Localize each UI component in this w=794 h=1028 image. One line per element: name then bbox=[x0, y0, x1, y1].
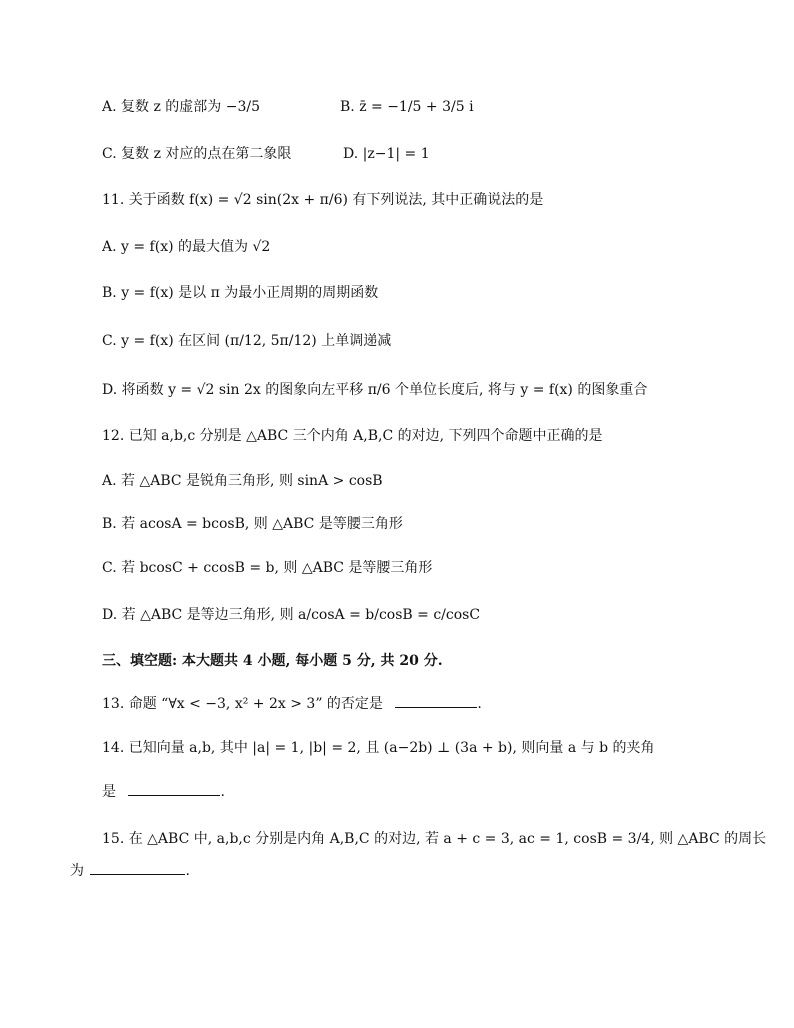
q11-stem: 11. 关于函数 f(x) = √2 sin(2x + π/6) 有下列说法, 其中正确说法的是 bbox=[102, 192, 544, 208]
q14-line1: 14. 已知向量 a,b, 其中 |a| = 1, |b| = 2, 且 (a−2b) ⊥ (3a + b), 则向量 a 与 b 的夹角 bbox=[102, 740, 655, 756]
q13-text: 13. 命题 “∀x < −3, x² + 2x > 3” 的否定是 bbox=[102, 696, 383, 712]
q12-option-c: C. 若 bcosC + ccosB = b, 则 △ABC 是等腰三角形 bbox=[102, 560, 433, 576]
q13-period: . bbox=[477, 696, 482, 712]
q15-answer-blank[interactable] bbox=[90, 862, 185, 875]
q12-option-b: B. 若 acosA = bcosB, 则 △ABC 是等腰三角形 bbox=[102, 516, 403, 532]
q13-answer-blank[interactable] bbox=[395, 695, 477, 708]
q10-option-d: D. |z−1| = 1 bbox=[343, 146, 430, 162]
q12-stem: 12. 已知 a,b,c 分别是 △ABC 三个内角 A,B,C 的对边, 下列四个命题中正确的是 bbox=[102, 428, 603, 444]
q15-line2-text: 为 bbox=[70, 863, 84, 879]
q14-answer-blank[interactable] bbox=[128, 783, 220, 796]
q12-option-d: D. 若 △ABC 是等边三角形, 则 a/cosA = b/cosB = c/cosC bbox=[102, 607, 481, 623]
section-heading: 三、填空题: 本大题共 4 小题, 每小题 5 分, 共 20 分. bbox=[102, 653, 443, 669]
q15-line1: 15. 在 △ABC 中, a,b,c 分别是内角 A,B,C 的对边, 若 a + c = 3, ac = 1, cosB = 3/4, 则 △ABC 的周长 bbox=[102, 831, 767, 847]
q13 bbox=[102, 693, 482, 715]
q10-option-a: A. 复数 z 的虚部为 −3/5 bbox=[102, 99, 260, 115]
q11-option-a: A. y = f(x) 的最大值为 √2 bbox=[102, 239, 271, 255]
q11-option-c: C. y = f(x) 在区间 (π/12, 5π/12) 上单调递减 bbox=[102, 333, 392, 349]
q11-option-b: B. y = f(x) 是以 π 为最小正周期的周期函数 bbox=[102, 285, 379, 301]
q10-option-c: C. 复数 z 对应的点在第二象限 bbox=[102, 146, 292, 162]
q14-period: . bbox=[220, 784, 225, 800]
q11-option-d: D. 将函数 y = √2 sin 2x 的图象向左平移 π/6 个单位长度后, 将与 y = f(x) 的图象重合 bbox=[102, 382, 648, 398]
q10-option-b: B. z̄ = −1/5 + 3/5 i bbox=[340, 99, 474, 115]
q14-line2-text: 是 bbox=[102, 784, 116, 800]
q15-period: . bbox=[185, 863, 190, 879]
q14-line2 bbox=[102, 781, 225, 803]
q15-line2 bbox=[70, 860, 190, 882]
q12-option-a: A. 若 △ABC 是锐角三角形, 则 sinA > cosB bbox=[102, 473, 383, 489]
